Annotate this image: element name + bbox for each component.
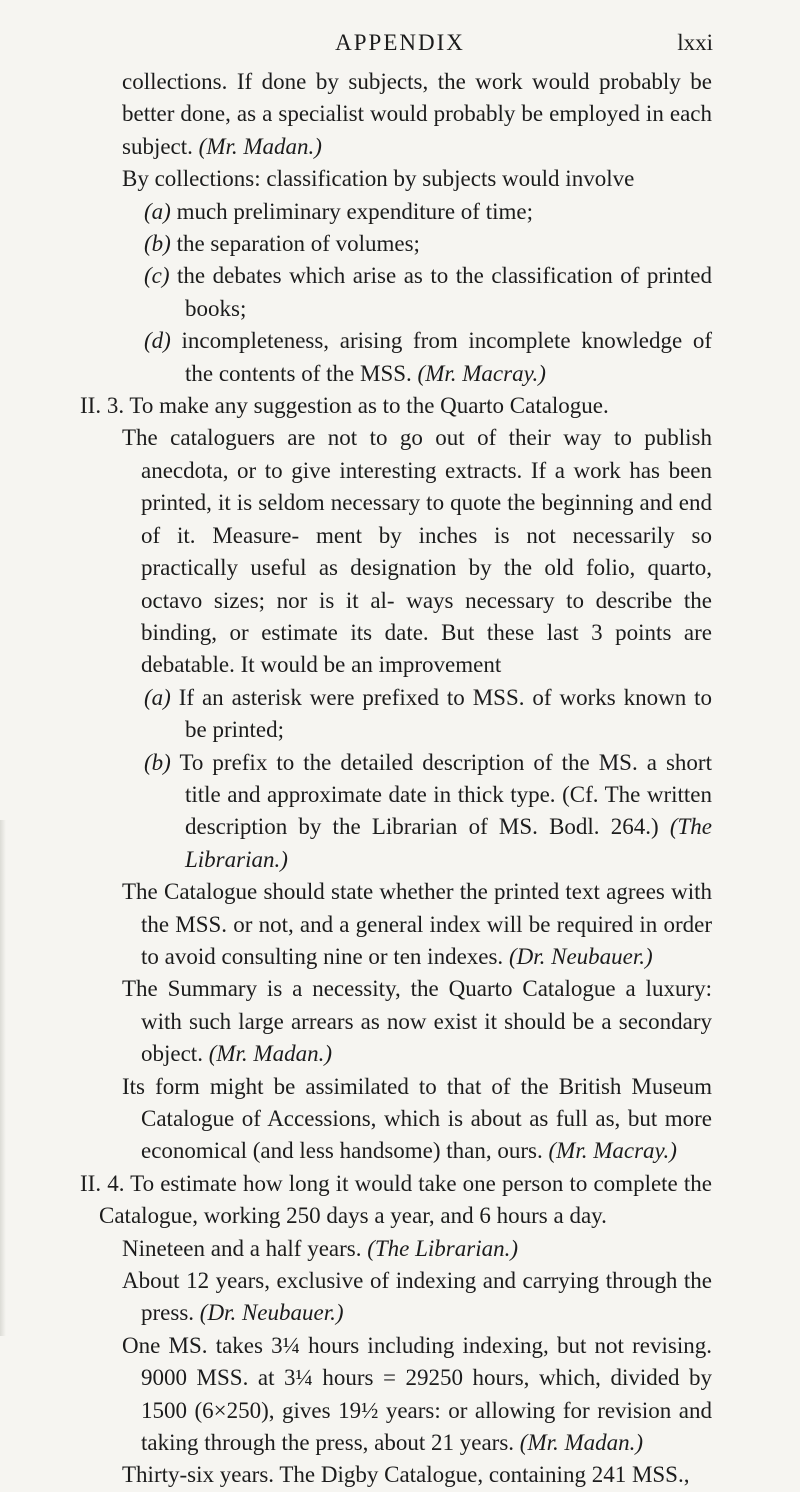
item-label: (a) bbox=[144, 684, 171, 710]
page-body bbox=[80, 66, 713, 1492]
attribution: (Mr. Madan.) bbox=[198, 133, 322, 159]
item-text: the debates which arise as to the classification of printed books; bbox=[177, 263, 712, 321]
page-number: lxxi bbox=[677, 30, 713, 55]
paragraph-text: Nineteen and a half years. bbox=[122, 1235, 362, 1261]
paragraph-thirty-six bbox=[122, 1459, 712, 1491]
paragraph-nineteen bbox=[122, 1233, 712, 1265]
list-item bbox=[122, 682, 712, 747]
paragraph-text: One MS. takes 3¼ hours including indexing, but not revising. 9000 MSS. at 3¼ hours = 29250 hours, which, divided by 1500 (6×250), gives 19½ years: or allowing for revision and taking through the press, about 21 years. bbox=[122, 1332, 712, 1456]
paragraph-collections bbox=[122, 66, 712, 163]
running-head bbox=[0, 30, 800, 60]
page-edge-shadow bbox=[0, 820, 6, 1336]
list-item bbox=[122, 228, 712, 260]
attribution: (Mr. Macray.) bbox=[548, 1138, 677, 1164]
paragraph-summary bbox=[122, 973, 712, 1070]
attribution: (Mr. Macray.) bbox=[417, 360, 546, 386]
item-text: the separation of volumes; bbox=[176, 231, 420, 257]
paragraph-text: The Catalogue should state whether the printed text agrees with the MSS. or not, and a general index will be required in order to avoid consulting nine or ten indexes. bbox=[122, 879, 712, 969]
paragraph-calculation bbox=[122, 1330, 712, 1460]
paragraph-text: About 12 years, exclusive of indexing and carrying through the press. bbox=[122, 1268, 712, 1326]
item-text: To prefix to the detailed description of the MS. a short title and approximate date in thick type. (Cf. The written description by the Librarian of MS. Bodl. 264.) bbox=[179, 749, 712, 840]
attribution: (Dr. Neubauer.) bbox=[199, 1300, 344, 1326]
paragraph-classification bbox=[122, 163, 712, 195]
item-text: incompleteness, arising from incomplete knowledge of the contents of the MSS. bbox=[181, 328, 713, 386]
paragraph-twelve bbox=[122, 1265, 712, 1330]
item-label: (c) bbox=[144, 263, 170, 289]
paragraph-form bbox=[122, 1071, 712, 1168]
list-item bbox=[122, 196, 712, 228]
question-heading: II. 3. To make any suggestion as to the Quarto Catalogue. bbox=[80, 393, 609, 419]
list-item bbox=[122, 747, 712, 877]
list-item bbox=[122, 260, 712, 325]
item-label: (b) bbox=[144, 231, 171, 257]
attribution: (The Librarian.) bbox=[185, 814, 713, 872]
item-label: (d) bbox=[144, 328, 171, 354]
list-item bbox=[122, 325, 712, 390]
item-label: (a) bbox=[144, 198, 171, 224]
attribution: (The Librarian.) bbox=[367, 1235, 519, 1261]
paragraph-text: Its form might be assimilated to that of the British Museum Catalogue of Accessions, which is about as full as, but more economical (and less handsome) than, ours. bbox=[122, 1073, 712, 1164]
item-text: much preliminary expenditure of time; bbox=[176, 198, 533, 224]
paragraph-text: Thirty-six years. The Digby Catalogue, containing 241 MSS., bbox=[122, 1462, 690, 1488]
paragraph-text: The cataloguers are not to go out of their way to publish anecdota, or to give interesting extracts. If a work has been printed, it is seldom necessary to quote the beginning and end of it. Measure- ment by inches is not necessarily so practically useful as designation by the old folio, quarto, octavo sizes; nor is it al- ways necessary to describe the binding, or estimate its date. But these last 3 points are debatable. It would be an improvement bbox=[122, 425, 712, 678]
paragraph-text: collections. If done by subjects, the work would probably be better done, as a specialist would probably be employed in each subject. bbox=[122, 69, 712, 159]
question-heading: II. 4. To estimate how long it would take one person to complete the Catalogue, working 250 days a year, and 6 hours a day. bbox=[80, 1170, 712, 1229]
paragraph-text: The Summary is a necessity, the Quarto Catalogue a luxury: with such large arrears as now exist it should be a secondary object. bbox=[122, 976, 712, 1067]
paragraph-cataloguers bbox=[122, 422, 712, 681]
running-title: APPENDIX bbox=[335, 30, 465, 55]
paragraph-text: By collections: classification by subjects would involve bbox=[122, 166, 635, 192]
item-text: If an asterisk were prefixed to MSS. of works known to be printed; bbox=[178, 684, 713, 743]
attribution: (Mr. Madan.) bbox=[208, 1041, 332, 1067]
attribution: (Mr. Madan.) bbox=[519, 1430, 644, 1456]
item-label: (b) bbox=[144, 749, 171, 775]
attribution: (Dr. Neubauer.) bbox=[508, 943, 653, 969]
paragraph-index bbox=[122, 876, 712, 973]
